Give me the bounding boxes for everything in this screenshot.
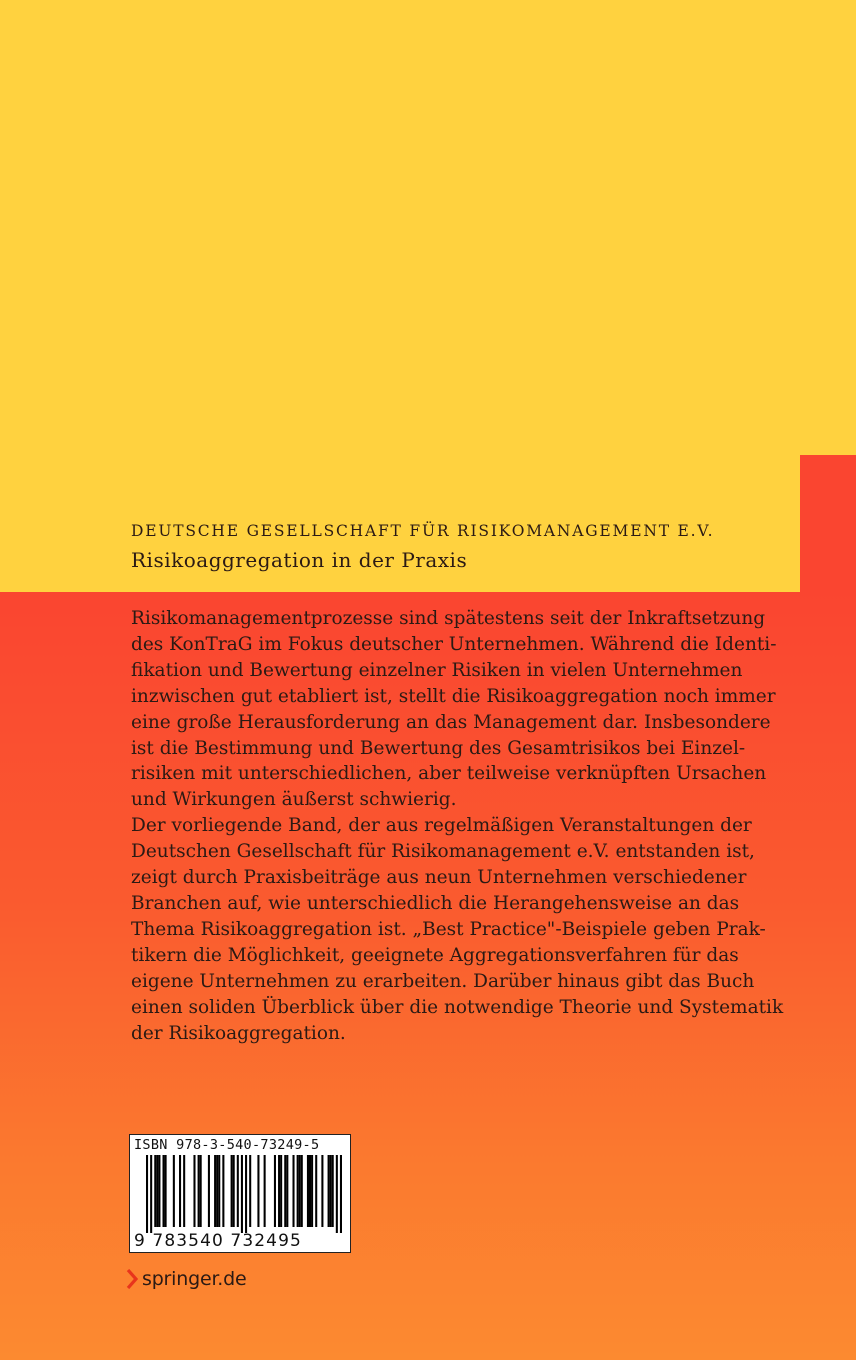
barcode-bar bbox=[315, 1155, 317, 1227]
barcode-bars bbox=[146, 1155, 342, 1233]
barcode-bar bbox=[156, 1155, 158, 1227]
barcode-bar bbox=[257, 1155, 259, 1227]
blurb-line: eine große Herausforderung an das Management dar. Insbesondere bbox=[131, 711, 771, 733]
barcode-bar bbox=[154, 1155, 156, 1227]
barcode-bar bbox=[307, 1155, 309, 1227]
publisher-link[interactable] bbox=[126, 1268, 247, 1290]
barcode-bar bbox=[233, 1155, 235, 1227]
barcode-bar bbox=[163, 1155, 165, 1227]
barcode-bar bbox=[280, 1155, 282, 1227]
barcode-bar bbox=[183, 1155, 185, 1227]
cover-top-panel bbox=[0, 0, 856, 592]
barcode-bar bbox=[193, 1155, 195, 1227]
publisher-website: springer.de bbox=[142, 1268, 247, 1290]
blurb-line: eigene Unternehmen zu erarbeiten. Darüber hinaus gibt das Buch bbox=[131, 970, 755, 992]
barcode-bar bbox=[216, 1155, 218, 1227]
book-title: Risikoaggregation in der Praxis bbox=[131, 548, 468, 572]
blurb-line: Thema Risikoaggregation ist. „Best Practice"-Beispiele geben Prak- bbox=[131, 918, 766, 940]
barcode-bar bbox=[264, 1155, 266, 1227]
barcode-bar bbox=[231, 1155, 233, 1227]
barcode-bar bbox=[286, 1155, 288, 1227]
barcode-bar bbox=[309, 1155, 311, 1227]
cover-red-tab bbox=[800, 455, 856, 592]
barcode-bar bbox=[146, 1155, 148, 1233]
blurb-line: Risikomanagementprozesse sind spätestens seit der Inkraftsetzung bbox=[131, 608, 766, 629]
barcode-bar bbox=[218, 1155, 220, 1227]
barcode-bar bbox=[292, 1155, 294, 1227]
blurb-text bbox=[131, 606, 784, 1046]
blurb-line: Deutschen Gesellschaft für Risikomanagement e.V. entstanden ist, bbox=[131, 841, 755, 863]
barcode-bar bbox=[208, 1155, 210, 1227]
barcode-bar bbox=[214, 1155, 216, 1227]
blurb-line: Branchen auf, wie unterschiedlich die Herangehensweise an das bbox=[131, 892, 740, 914]
barcode-bar bbox=[284, 1155, 286, 1227]
blurb-line: des KonTraG im Fokus deutscher Unternehmen. Während die Identi- bbox=[131, 633, 777, 655]
barcode-bar bbox=[158, 1155, 160, 1227]
blurb-line: zeigt durch Praxisbeiträge aus neun Unternehmen verschiedener bbox=[131, 867, 747, 889]
ean-digits: 9 783540 732495 bbox=[134, 1231, 302, 1251]
blurb-line: risiken mit unterschiedlichen, aber teilweise verknüpften Ursachen bbox=[131, 763, 767, 785]
barcode-bar bbox=[330, 1155, 332, 1227]
barcode-bar bbox=[173, 1155, 175, 1227]
barcode-bar bbox=[311, 1155, 313, 1227]
barcode-bar bbox=[245, 1155, 247, 1233]
barcode-bar bbox=[200, 1155, 202, 1227]
isbn-label: ISBN 978-3-540-73249-5 bbox=[134, 1137, 320, 1153]
blurb-line: fikation und Bewertung einzelner Risiken in vielen Unternehmen bbox=[131, 659, 743, 681]
blurb-line: einen soliden Überblick über die notwendige Theorie und Systematik bbox=[131, 996, 784, 1018]
barcode-bar bbox=[297, 1155, 299, 1227]
barcode-bar bbox=[299, 1155, 301, 1227]
chevron-right-icon bbox=[126, 1269, 138, 1289]
blurb-line: inzwischen gut etabliert ist, stellt die Risikoaggregation noch immer bbox=[131, 685, 776, 707]
blurb-line: ist die Bestimmung und Bewertung des Gesamtrisikos bei Einzel- bbox=[131, 737, 746, 759]
isbn-barcode bbox=[129, 1134, 351, 1253]
society-name: DEUTSCHE GESELLSCHAFT FÜR RISIKOMANAGEMENT E.V. bbox=[131, 522, 715, 540]
blurb-line: und Wirkungen äußerst schwierig. bbox=[131, 789, 457, 811]
blurb-line: Der vorliegende Band, der aus regelmäßigen Veranstaltungen der bbox=[131, 815, 752, 837]
barcode-bar bbox=[179, 1155, 181, 1227]
barcode-bar bbox=[241, 1155, 243, 1233]
barcode-bar bbox=[336, 1155, 338, 1233]
barcode-bar bbox=[340, 1155, 342, 1233]
barcode-bar bbox=[198, 1155, 200, 1227]
barcode-bar bbox=[222, 1155, 224, 1227]
barcode-bar bbox=[165, 1155, 167, 1227]
barcode-bar bbox=[237, 1155, 239, 1227]
barcode-bar bbox=[332, 1155, 334, 1227]
barcode-bar bbox=[321, 1155, 323, 1227]
barcode-bar bbox=[278, 1155, 280, 1227]
barcode-bar bbox=[301, 1155, 303, 1227]
barcode-bar bbox=[249, 1155, 251, 1227]
barcode-bar bbox=[274, 1155, 276, 1227]
blurb-line: der Risikoaggregation. bbox=[131, 1022, 346, 1044]
barcode-bar bbox=[150, 1155, 152, 1233]
blurb-line: tikern die Möglichkeit, geeignete Aggregationsverfahren für das bbox=[131, 944, 739, 966]
barcode-bar bbox=[328, 1155, 330, 1227]
